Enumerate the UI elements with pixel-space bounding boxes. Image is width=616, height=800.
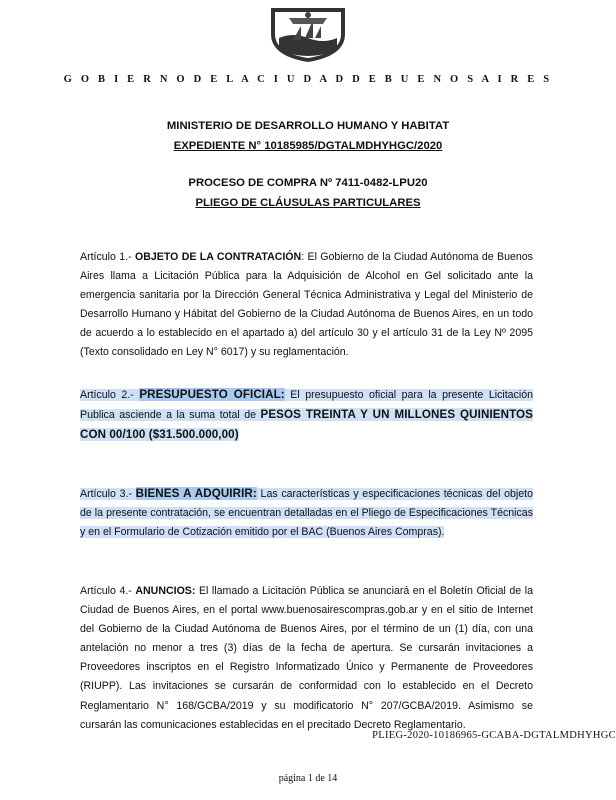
article-1 [80, 248, 533, 363]
article-body: : El Gobierno de la Ciudad Autónoma de Buenos Aires llama a Licitación Pública para la Adquisición de Alcohol en Gel solicitado ante la emergencia sanitaria por la Dirección General Técnica Administrativa y Legal del Ministerio de Desarrollo Humano y Hábitat del Gobierno de la Ciudad Autónoma de Buenos Aires, en un todo de acuerdo a lo establecido en el apartado a) del artículo 30 y el artículo 31 de la Ley Nº 2095 (Texto consolidado en Ley N° 6017) y su reglamentación. [80, 251, 533, 359]
city-seal-logo [269, 4, 347, 64]
government-title: G O B I E R N O D E L A C I U D A D D E B U E N O S A I R E S [63, 74, 553, 85]
article-body: El presupuesto oficial para la presente Licitación Publica asciende a la suma total de [80, 389, 533, 422]
article-2 [80, 385, 533, 445]
article-number: Artículo 2.- [80, 389, 140, 401]
article-number: Artículo 1.- [80, 251, 135, 263]
proceso-title: PROCESO DE COMPRA Nº 7411-0482-LPU20 [188, 177, 428, 189]
pliego-line [0, 197, 616, 209]
article-title: PRESUPUESTO OFICIAL: [139, 388, 285, 401]
expediente-line [0, 140, 616, 152]
article-title: ANUNCIOS: [135, 585, 196, 597]
article-body: El llamado a Licitación Pública se anunciará en el Boletín Oficial de la Ciudad de Buenos Aires, en el portal www.buenosairescompras.gob.ar y en el sitio de Internet del Gobierno de la Ciudad Autónoma de Buenos Aires, por el término de un (1) día, con una antelación no menor a tres (3) días de la fecha de apertura. Se cursarán invitaciones a Proveedores inscriptos en el Registro Informatizado Único y Permanente de Proveedores (RIUPP). Las invitaciones se cursarán de conformidad con lo establecido en el Decreto Reglamentario N° 168/GCBA/2019 y su modificatorio N° 207/GCBA/2019. Asimismo se cursarán las comunicaciones establecidas en el precitado Decreto Reglamentario. [80, 585, 533, 731]
expediente-number: EXPEDIENTE N° 10185985/DGTALMDHYHGC/2020 [173, 140, 443, 152]
article-number: Artículo 3.- [80, 488, 136, 500]
page-number: página 1 de 14 [278, 773, 338, 784]
document-id-watermark: PLIEG-2020-10186965-GCABA-DGTALMDHYHGC [372, 730, 616, 741]
article-title: OBJETO DE LA CONTRATACIÓN [134, 251, 302, 263]
budget-amount: PESOS TREINTA Y UN MILLONES QUINIENTOS CON 00/100 ($31.500.000,00) [80, 408, 533, 442]
article-title: BIENES A ADQUIRIR: [135, 487, 257, 500]
article-3 [80, 484, 533, 542]
ministry-title: MINISTERIO DE DESARROLLO HUMANO Y HABITAT [166, 120, 450, 132]
article-number: Artículo 4.- [80, 585, 136, 597]
pliego-title: PLIEGO DE CLÁUSULAS PARTICULARES [195, 197, 421, 209]
article-4 [80, 582, 533, 735]
article-body: Las características y especificaciones técnicas del objeto de la presente contratación, se encuentran detalladas en el Pliego de Especificaciones Técnicas y en el Formulario de Cotización emitido por el BAC (Buenos Aires Compras). [80, 488, 533, 539]
